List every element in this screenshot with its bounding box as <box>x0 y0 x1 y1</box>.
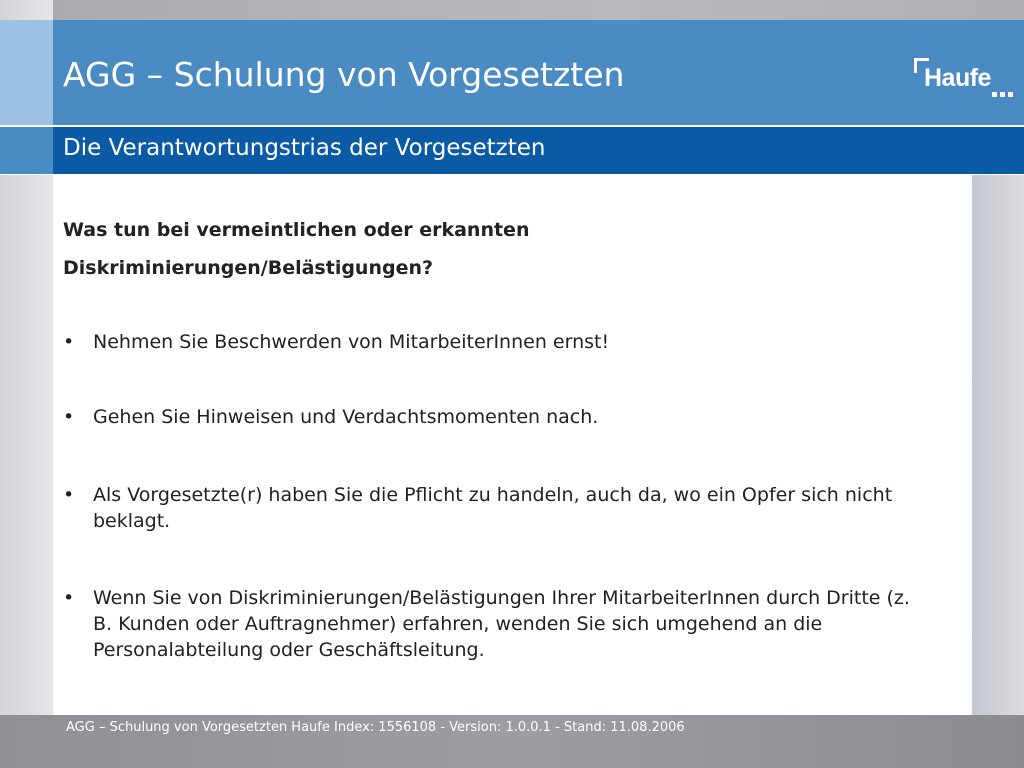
list-item <box>63 482 903 534</box>
bullet-icon: • <box>63 331 75 353</box>
top-strip <box>0 0 1024 20</box>
logo-dots-icon <box>992 92 1014 98</box>
subtitle-bar-accent <box>0 127 53 174</box>
bullet-text: Als Vorgesetzte(r) haben Sie die Pflicht zu handeln, auch da, wo ein Opfer sich nicht beklagt. <box>93 484 893 532</box>
list-item <box>63 404 943 430</box>
bullet-icon: • <box>63 406 75 428</box>
question-heading <box>63 211 903 287</box>
haufe-logo <box>914 58 1014 104</box>
list-item <box>63 585 933 663</box>
question-line-2: Diskriminierungen/Belästigungen? <box>63 257 434 279</box>
title-bar-accent <box>0 20 53 125</box>
bullet-text: Nehmen Sie Beschwerden von MitarbeiterInnen ernst! <box>93 331 610 353</box>
question-line-1: Was tun bei vermeintlichen oder erkannten <box>63 219 530 241</box>
right-decor-band <box>972 175 1024 715</box>
bullet-text: Wenn Sie von Diskriminierungen/Belästigungen Ihrer MitarbeiterInnen durch Dritte (z. B. Kunden oder Auftragnehmer) erfahren, wenden Sie sich umgehend an die Personalabteilung oder Geschäftsleitung. <box>93 587 910 661</box>
bullet-icon: • <box>63 587 75 609</box>
footer-text: AGG – Schulung von Vorgesetzten Haufe Index: 1556108 - Version: 1.0.0.1 - Stand: 11.08.2006 <box>66 720 685 735</box>
logo-text: Haufe <box>924 64 991 92</box>
content-area <box>53 175 972 715</box>
slide-title: AGG – Schulung von Vorgesetzten <box>63 55 625 94</box>
bullet-text: Gehen Sie Hinweisen und Verdachtsmomenten nach. <box>93 406 599 428</box>
list-item <box>63 329 943 355</box>
bullet-icon: • <box>63 484 75 506</box>
slide-subtitle: Die Verantwortungstrias der Vorgesetzten <box>63 135 546 161</box>
